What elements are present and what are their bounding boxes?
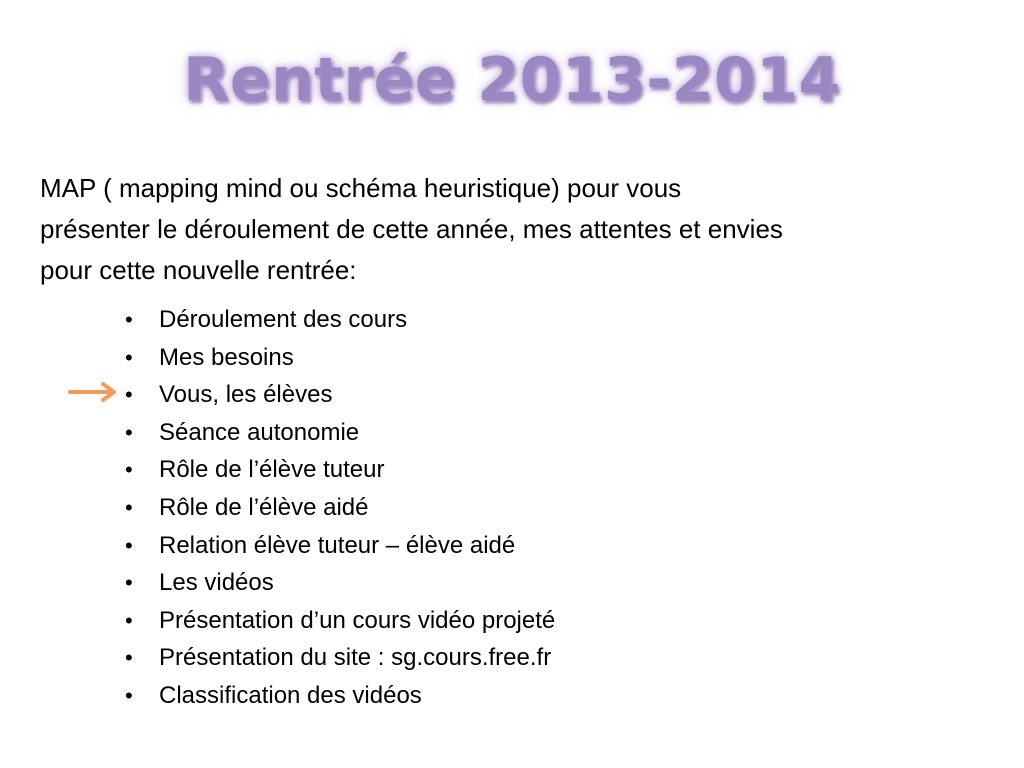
bullet-dot-icon: • (125, 532, 133, 558)
bullet-dot-icon: • (125, 382, 133, 408)
list-item (125, 376, 555, 414)
bullet-dot-icon: • (125, 607, 133, 633)
intro-line-2: présenter le déroulement de cette année, mes attentes et envies (40, 214, 783, 244)
list-item (125, 489, 555, 527)
list-item (125, 564, 555, 602)
bullet-dot-icon: • (125, 307, 133, 332)
list-item (125, 639, 555, 677)
list-item (125, 451, 555, 489)
list-item (125, 339, 555, 377)
list-item-label: Séance autonomie (159, 418, 360, 446)
list-item-label: Rôle de l’élève aidé (159, 493, 369, 521)
list-item (125, 301, 555, 339)
list-item-label: Présentation d’un cours vidéo projeté (159, 606, 556, 634)
list-item-label: Déroulement des cours (159, 306, 408, 333)
bullet-dot-icon: • (125, 419, 133, 445)
bullet-dot-icon: • (125, 645, 133, 671)
list-item-label: Vous, les élèves (159, 381, 333, 409)
bullet-dot-icon: • (125, 494, 133, 520)
arrow-right-icon (68, 381, 120, 403)
list-item-label: Relation élève tuteur – élève aidé (159, 531, 516, 559)
topic-list (125, 301, 555, 715)
list-item-label: Rôle de l’élève tuteur (159, 456, 385, 484)
list-item (125, 414, 555, 452)
list-item (125, 677, 555, 715)
list-item-label: Les vidéos (159, 569, 274, 597)
list-item-label: Classification des vidéos (159, 681, 422, 709)
list-item (125, 602, 555, 640)
slide-title: Rentrée 2013-2014 (183, 45, 841, 115)
intro-paragraph (40, 168, 1000, 291)
bullet-dot-icon: • (125, 457, 133, 483)
bullet-dot-icon: • (125, 570, 133, 596)
bullet-dot-icon: • (125, 682, 133, 708)
intro-line-3: pour cette nouvelle rentrée: (40, 255, 357, 285)
list-item (125, 527, 555, 565)
bullet-dot-icon: • (125, 344, 133, 370)
list-item-label: Présentation du site : sg.cours.free.fr (159, 644, 552, 672)
list-item-label: Mes besoins (159, 343, 294, 371)
intro-line-1: MAP ( mapping mind ou schéma heuristique) pour vous (40, 173, 682, 203)
